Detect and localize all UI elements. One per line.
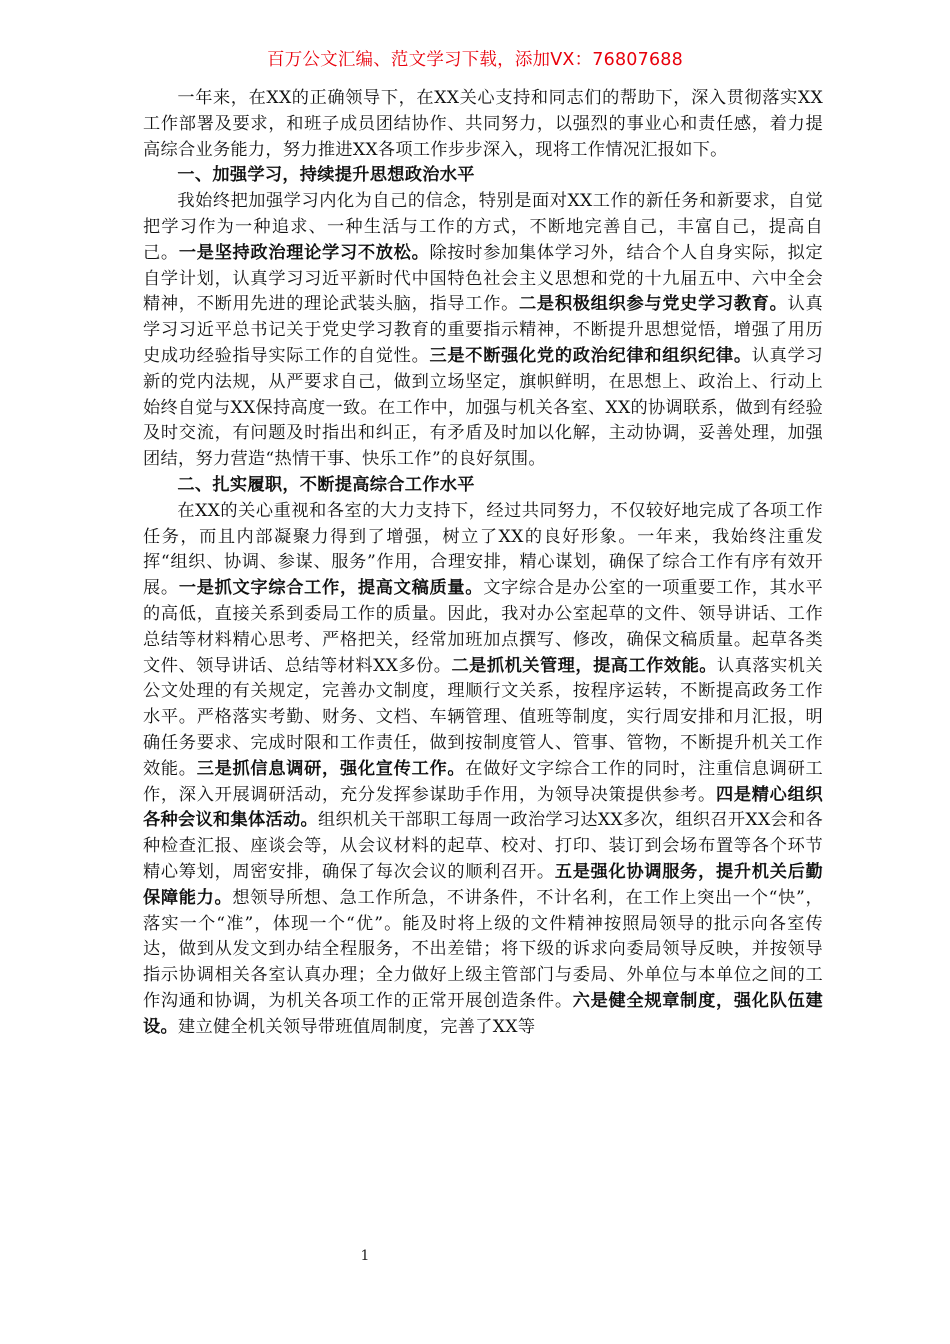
section-1-paragraph [143, 189, 823, 473]
bold-lead: 三是抓信息调研，强化宣传工作。 [196, 758, 466, 779]
bold-lead: 二是抓机关管理，提高工作效能。 [451, 655, 717, 676]
bold-lead: 一是抓文字综合工作，提高文稿质量。 [178, 578, 484, 599]
text-run: 除按时参加集体学习外，结合个人自身实际，拟定自学计划，认真学习习近平新时代中国特色社会主义思想和党的十九届五中、六中全会精神，不断用先进的理论武装头脑，指导工作。 [143, 242, 823, 315]
bold-lead: 三是不断强化党的政治纪律和组织纪律。 [429, 345, 752, 366]
document-body [143, 86, 823, 1040]
section-2-paragraph [143, 499, 823, 1041]
text-run: 想领导所想、急工作所急，不讲条件，不计名利，在工作上突出一个“快”，落实一个“准”，体现一个“优”。能及时将上级的文件精神按照局领导的批示向各室传达，做到从发文到办结全程服务，不出差错；将下级的诉求向委局领导反映，并按领导指示协调相关各室认真办理；全力做好上级主管部门与委局、外单位与本单位之间的工作沟通和协调，为机关各项工作的正常开展创造条件。 [143, 887, 823, 1011]
bold-lead: 四是精心组织各种会议和集体活动。 [143, 784, 823, 831]
text-run: 认真落实机关公文处理的有关规定，完善办文制度，理顺行文关系，按程序运转，不断提高政务工作水平。严格落实考勤、财务、文档、车辆管理、值班等制度，实行周安排和月汇报，明确任务要求、完成时限和工作责任，做到按制度管人、管事、管物，不断提升机关工作效能。 [143, 655, 823, 779]
bold-lead: 一是坚持政治理论学习不放松。 [178, 242, 430, 263]
text-run: 建立健全机关领导带班值周制度，完善了XX等 [177, 1016, 536, 1037]
watermark-banner: 百万公文汇编、范文学习下载，添加VX：76807688 [267, 50, 683, 70]
intro-paragraph: 一年来，在XX的正确领导下，在XX关心支持和同志们的帮助下，深入贯彻落实XX工作部署及要求，和班子成员团结协作、共同努力，以强烈的事业心和责任感，着力提高综合业务能力，努力推进XX各项工作步步深入，现将工作情况汇报如下。 [143, 88, 823, 160]
section-2-heading: 二、扎实履职，不断提高综合工作水平 [177, 474, 475, 495]
bold-lead: 六是健全规章制度，强化队伍建设。 [143, 990, 824, 1037]
text-run: 文字综合是办公室的一项重要工作，其水平的高低，直接关系到委局工作的质量。因此，我对办公室起草的文件、领导讲话、工作总结等材料精心思考、严格把关，经常加班加点撰写、修改，确保文稿质量。起草各类文件、领导讲话、总结等材料XX多份。 [143, 578, 823, 676]
section-1-heading: 一、加强学习，持续提升思想政治水平 [177, 165, 475, 186]
bold-lead: 五是强化协调服务，提升机关后勤保障能力。 [143, 861, 823, 908]
page-number: 1 [360, 1248, 370, 1264]
text-run: 认真学习习近平总书记关于党史学习教育的重要指示精神，不断提升思想觉悟，增强了用历史成功经验指导实际工作的自觉性。 [143, 294, 823, 366]
bold-lead: 二是积极组织参与党史学习教育。 [519, 294, 788, 315]
text-run: 在做好文字综合工作的同时，注重信息调研工作，深入开展调研活动，充分发挥参谋助手作用，为领导决策提供参考。 [143, 758, 823, 805]
text-run: 认真学习新的党内法规，从严要求自己，做到立场坚定，旗帜鲜明，在思想上、政治上、行动上始终自觉与XX保持高度一致。在工作中，加强与机关各室、XX的协调联系，做到有经验及时交流，有问题及时指出和纠正，有矛盾及时加以化解，主动协调，妥善处理，加强团结，努力营造“热情干事、快乐工作”的良好氛围。 [143, 345, 823, 470]
text-run: 在XX的关心重视和各室的大力支持下，经过共同努力，不仅较好地完成了各项工作任务，而且内部凝聚力得到了增强，树立了XX的良好形象。一年来，我始终注重发挥“组织、协调、参谋、服务”作用，合理安排，精心谋划，确保了综合工作有序有效开展。 [143, 500, 823, 599]
text-run: 我始终把加强学习内化为自己的信念，特别是面对XX工作的新任务和新要求，自觉把学习作为一种追求、一种生活与工作的方式，不断地完善自己，丰富自己，提高自己。 [143, 191, 823, 263]
text-run: 组织机关干部职工每周一政治学习达XX多次，组织召开XX会和各种检查汇报、座谈会等，从会议材料的起草、校对、打印、装订到会场布置等各个环节精心筹划，周密安排，确保了每次会议的顺利召开。 [143, 810, 823, 882]
